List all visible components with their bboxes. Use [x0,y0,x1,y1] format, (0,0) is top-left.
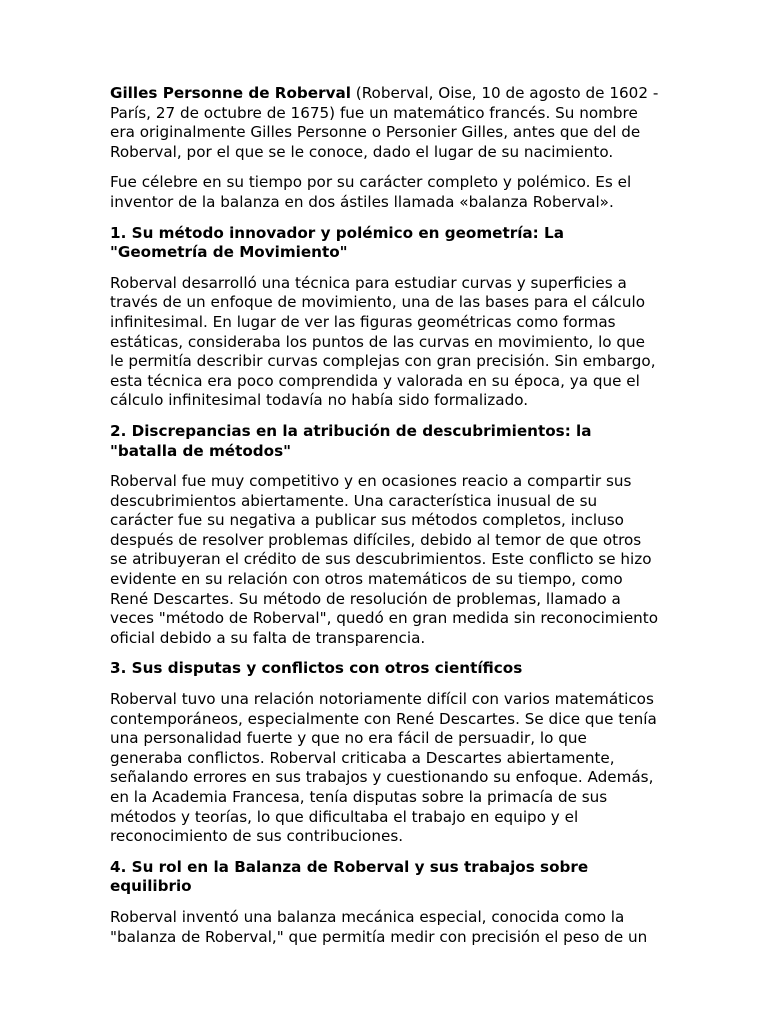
section-heading-2: 2. Discrepancias en la atribución de descubrimientos: la "batalla de métodos" [110,421,592,460]
intro-text: (Roberval, Oise, 10 de agosto de 1602 - París, 27 de octubre de 1675) fue un matemático francés. Su nombre era originalmente Gilles Personne o Personier Gilles, antes que del de Roberval, por el que se le conoce, dado el lugar de su nacimiento. [110,84,659,161]
document-page [110,84,662,958]
section-body-3: Roberval tuvo una relación notoriamente difícil con varios matemáticos contemporáneos, especialmente con René Descartes. Se dice que tenía una personalidad fuerte y que no era fácil de persuadir, lo que generaba conflictos. Roberval criticaba a Descartes abiertamente, señalando errores en sus trabajos y cuestionando su enfoque. Además, en la Academia Francesa, tenía disputas sobre la primacía de sus métodos y teorías, lo que dificultaba el trabajo en equipo y el reconocimiento de sus contribuciones. [110,690,657,846]
section-heading-1: 1. Su método innovador y polémico en geometría: La "Geometría de Movimiento" [110,223,564,262]
intro-paragraph [110,84,662,162]
section-body-2: Roberval fue muy competitivo y en ocasiones reacio a compartir sus descubrimientos abiertamente. Una característica inusual de su carácter fue su negativa a publicar sus métodos completos, incluso después de resolver problemas difíciles, debido al temor de que otros se atribuyeran el crédito de sus descubrimientos. Este conflicto se hizo evidente en su relación con otros matemáticos de su tiempo, como René Descartes. Su método de resolución de problemas, llamado a veces "método de Roberval", quedó en gran medida sin reconocimiento oficial debido a su falta de transparencia. [110,472,659,647]
section-heading-3: 3. Sus disputas y conflictos con otros científicos [110,659,523,678]
section-heading-4: 4. Su rol en la Balanza de Roberval y sus trabajos sobre equilibrio [110,857,589,896]
section-body-1: Roberval desarrolló una técnica para estudiar curvas y superficies a través de un enfoque de movimiento, una de las bases para el cálculo infinitesimal. En lugar de ver las figuras geométricas como formas estáticas, consideraba los puntos de las curvas en movimiento, lo que le permitía describir curvas complejas con gran precisión. Sin embargo, esta técnica era poco comprendida y valorada en su época, ya que el cálculo infinitesimal todavía no había sido formalizado. [110,273,656,410]
paragraph-balanza: Fue célebre en su tiempo por su carácter completo y polémico. Es el inventor de la balanza en dos ástiles llamada «balanza Roberval». [110,173,632,211]
person-name: Gilles Personne de Roberval [110,84,351,102]
section-body-4: Roberval inventó una balanza mecánica especial, conocida como la "balanza de Roberval," que permitía medir con precisión el peso de un [110,907,648,946]
